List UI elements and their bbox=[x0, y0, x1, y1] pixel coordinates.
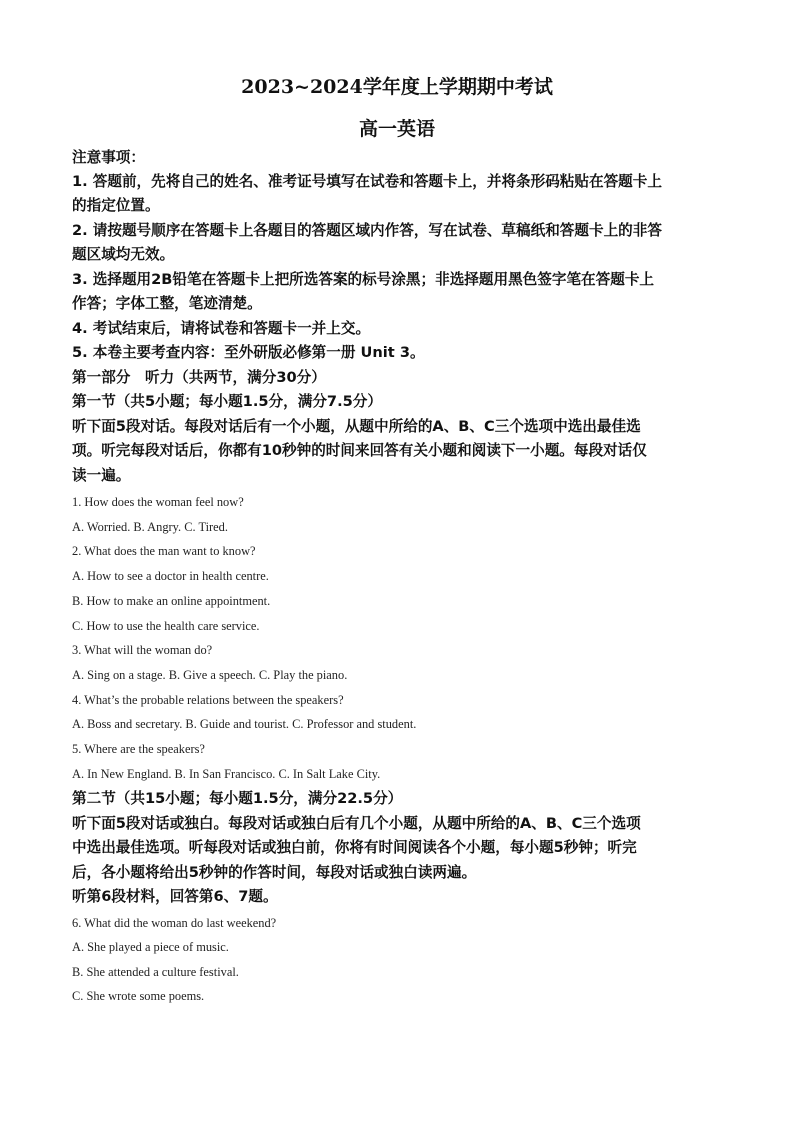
question-3: 3. What will the woman do? bbox=[72, 643, 213, 657]
note-line: 题区域均无效。 bbox=[72, 246, 175, 263]
note-line: 的指定位置。 bbox=[72, 197, 160, 214]
question-4: 4. What’s the probable relations between the speakers? bbox=[72, 693, 344, 707]
section2-instruction: 后，各小题将给出5秒钟的作答时间，每段对话或独白读两遍。 bbox=[72, 864, 477, 881]
section1-instruction: 听下面5段对话。每段对话后有一个小题，从题中所给的A、B、C三个选项中选出最佳选 bbox=[72, 418, 641, 435]
exam-subject: 高一英语 bbox=[358, 118, 435, 140]
section2-title: 第二节（共15小题；每小题1.5分，满分22.5分） bbox=[72, 790, 403, 807]
note-line: 1. 答题前，先将自己的姓名、准考证号填写在试卷和答题卡上，并将条形码粘贴在答题卡上 bbox=[72, 173, 662, 190]
material-6-heading: 听第6段材料，回答第6、7题。 bbox=[72, 888, 278, 905]
notes-heading: 注意事项： bbox=[72, 149, 145, 166]
question-6-option-a: A. She played a piece of music. bbox=[72, 940, 229, 954]
note-line: 3. 选择题用2B铅笔在答题卡上把所选答案的标号涂黑；非选择题用黑色签字笔在答题卡上 bbox=[72, 271, 655, 288]
question-2-option-b: B. How to make an online appointment. bbox=[72, 594, 271, 608]
note-line: 2. 请按题号顺序在答题卡上各题目的答题区域内作答，写在试卷、草稿纸和答题卡上的非答 bbox=[72, 222, 662, 239]
question-6-option-c: C. She wrote some poems. bbox=[72, 989, 205, 1003]
question-2-option-c: C. How to use the health care service. bbox=[72, 619, 260, 633]
question-1: 1. How does the woman feel now? bbox=[72, 495, 244, 509]
question-2-option-a: A. How to see a doctor in health centre. bbox=[72, 569, 269, 583]
part1-title: 第一部分 听力（共两节，满分30分） bbox=[72, 369, 326, 386]
section2-instruction: 听下面5段对话或独白。每段对话或独白后有几个小题，从题中所给的A、B、C三个选项 bbox=[72, 815, 641, 832]
note-line: 作答；字体工整，笔迹清楚。 bbox=[72, 295, 262, 312]
question-6: 6. What did the woman do last weekend? bbox=[72, 916, 277, 930]
exam-title: 2023~2024学年度上学期期中考试 bbox=[241, 76, 553, 98]
question-3-options: A. Sing on a stage. B. Give a speech. C. Play the piano. bbox=[72, 668, 348, 682]
question-5-options: A. In New England. B. In San Francisco. C. In Salt Lake City. bbox=[72, 767, 381, 781]
question-1-options: A. Worried. B. Angry. C. Tired. bbox=[72, 520, 228, 534]
section2-instruction: 中选出最佳选项。听每段对话或独白前，你将有时间阅读各个小题，每小题5秒钟；听完 bbox=[72, 839, 637, 856]
question-4-options: A. Boss and secretary. B. Guide and tourist. C. Professor and student. bbox=[72, 717, 417, 731]
question-6-option-b: B. She attended a culture festival. bbox=[72, 965, 239, 979]
question-5: 5. Where are the speakers? bbox=[72, 742, 205, 756]
section1-instruction: 项。听完每段对话后，你都有10秒钟的时间来回答有关小题和阅读下一小题。每段对话仅 bbox=[72, 442, 647, 459]
note-line: 5. 本卷主要考查内容：至外研版必修第一册 Unit 3。 bbox=[72, 344, 425, 361]
section1-instruction: 读一遍。 bbox=[72, 467, 131, 484]
note-line: 4. 考试结束后，请将试卷和答题卡一并上交。 bbox=[72, 320, 371, 337]
question-2: 2. What does the man want to know? bbox=[72, 544, 256, 558]
section1-title: 第一节（共5小题；每小题1.5分，满分7.5分） bbox=[72, 393, 382, 410]
